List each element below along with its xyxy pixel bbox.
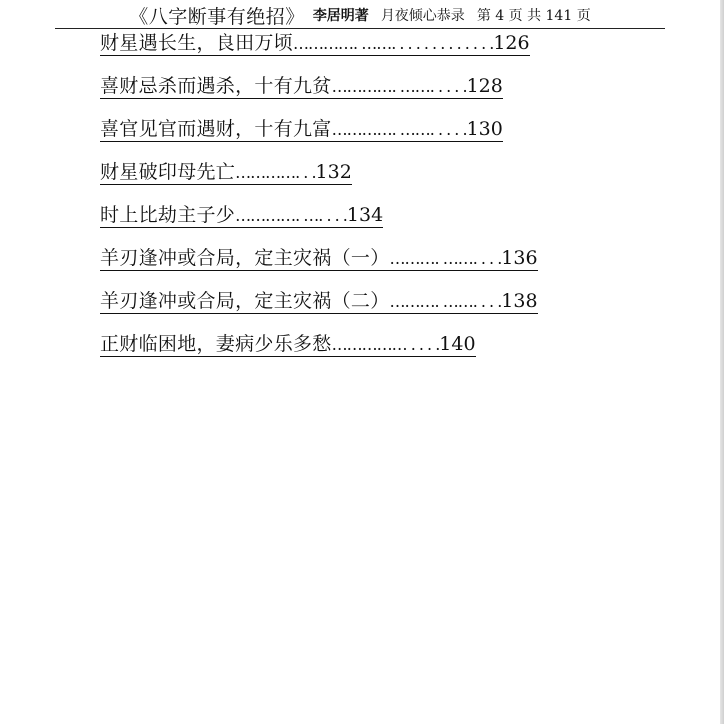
toc-entry-page: 132	[315, 161, 352, 183]
toc-entry-title: 财星破印母先亡	[100, 161, 236, 183]
toc-entry-page: 134	[346, 204, 384, 226]
toc-entry-title: 羊刃逢冲或合局，定主灾祸（一）	[100, 247, 390, 269]
toc-entry-page: 140	[439, 333, 476, 355]
toc-entry-leader: …………. …. . . .	[235, 206, 347, 225]
page-indicator: 第 4 页 共 141 页	[476, 8, 591, 24]
toc-entry-leader: …………. ……. . . . .	[331, 77, 467, 96]
toc-entry-leader: …………. . .	[235, 163, 316, 182]
toc-entry[interactable]	[100, 331, 476, 357]
transcriber: 月夜倾心恭录	[380, 8, 465, 24]
table-of-contents	[100, 30, 660, 374]
toc-entry-page: 138	[501, 290, 538, 312]
toc-entry[interactable]	[100, 116, 503, 142]
toc-entry-title: 时上比劫主子少	[100, 204, 236, 226]
toc-entry-leader: ………. ……. . . .	[389, 249, 502, 268]
page-header	[0, 2, 720, 28]
toc-entry-title: 喜官见官而遇财，十有九富	[100, 118, 332, 140]
toc-entry-leader: …………. ……. . . . .	[331, 120, 467, 139]
header-divider	[55, 28, 665, 29]
book-title: 《八字断事有绝招》	[129, 5, 305, 28]
toc-entry-title: 财星遇长生，良田万顷	[100, 32, 294, 54]
toc-entry-page: 128	[466, 75, 503, 97]
toc-entry[interactable]	[100, 245, 538, 271]
toc-entry-page: 126	[493, 32, 530, 54]
toc-entry[interactable]	[100, 202, 383, 228]
toc-entry-page: 136	[501, 247, 538, 269]
toc-entry-title: 喜财忌杀而遇杀，十有九贫	[100, 75, 332, 97]
toc-entry-title: 正财临困地，妻病少乐多愁	[100, 333, 332, 355]
toc-entry-leader: …………… . . . .	[331, 335, 440, 354]
page-edge	[720, 0, 724, 724]
toc-entry-page: 130	[466, 118, 503, 140]
toc-entry-leader: …………. ……. . . . . . . . . . . . .	[293, 34, 494, 53]
toc-entry[interactable]	[100, 73, 503, 99]
toc-entry-leader: ………. ……. . . .	[389, 292, 502, 311]
toc-entry-title: 羊刃逢冲或合局，定主灾祸（二）	[100, 290, 390, 312]
toc-entry[interactable]	[100, 30, 530, 56]
toc-entry[interactable]	[100, 159, 352, 185]
book-author: 李居明著	[312, 8, 369, 24]
toc-entry[interactable]	[100, 288, 538, 314]
